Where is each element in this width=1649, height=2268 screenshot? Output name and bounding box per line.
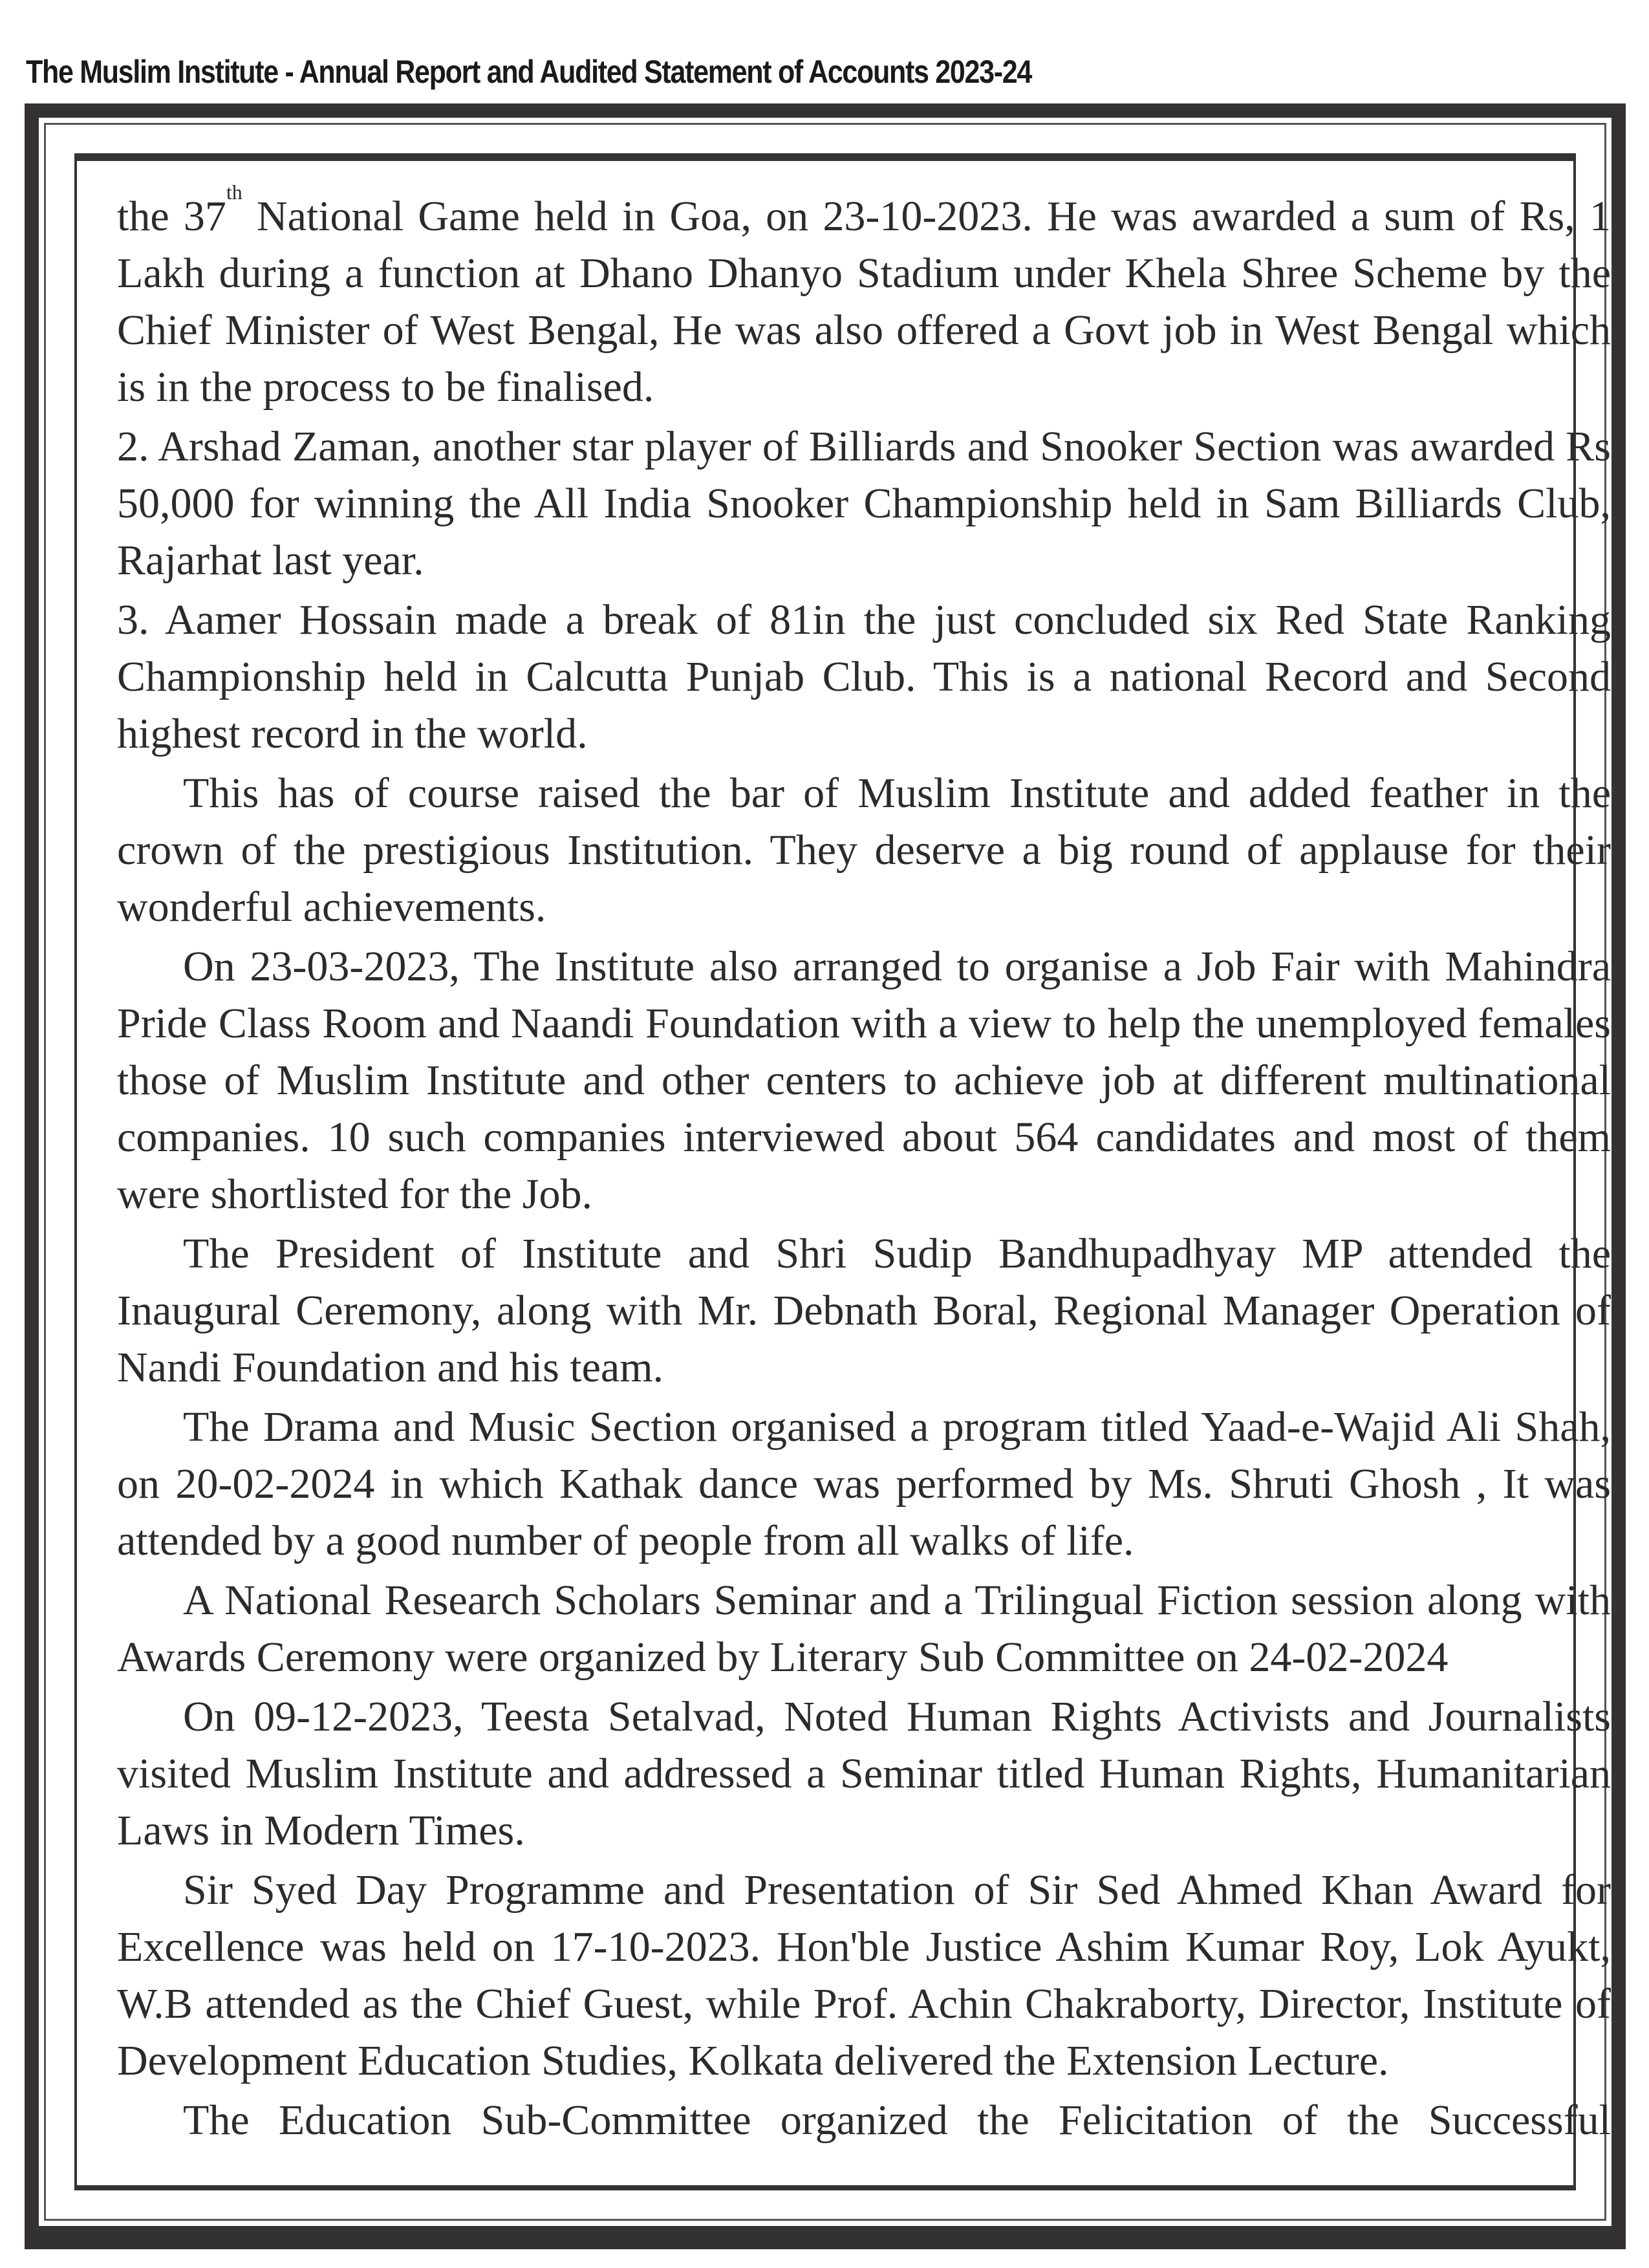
paragraph-achievements: This has of course raised the bar of Muslim Institute and added feather in the crown of the prestigious Institution. They deserve a big round of applause for their wonderful achievements. [117, 770, 1611, 931]
content-frame [74, 153, 1611, 2190]
ordinal-superscript: th [226, 180, 242, 204]
paragraph-text: National Game held in Goa, on 23-10-2023. He was awarded a sum of Rs, 1 Lakh during a function at Dhano Dhanyo Stadium under Khela Shree Scheme by the Chief Minister of West Bengal, He was also offered a Govt job in West Bengal which is in the process to be finalised. [117, 193, 1611, 411]
paragraph-drama-music: The Drama and Music Section organised a program titled Yaad-e-Wajid Ali Shah, on 20-02-2024 in which Kathak dance was performed by Ms. Shruti Ghosh , It was attended by a good number of people from all walks of life. [117, 1403, 1611, 1564]
body-text [117, 180, 1611, 2152]
paragraph-education-committee: The Education Sub-Committee organized the Felicitation of the Successful [183, 2097, 1611, 2144]
paragraph-aamer-hossain: 3. Aamer Hossain made a break of 81in the just concluded six Red State Ranking Championship held in Calcutta Punjab Club. This is a national Record and Second highest record in the world. [117, 596, 1611, 757]
paragraph-inaugural-ceremony: The President of Institute and Shri Sudip Bandhupadhyay MP attended the Inaugural Ceremony, along with Mr. Debnath Boral, Regional Manager Operation of Nandi Foundation and his team. [117, 1230, 1611, 1391]
paragraph-arshad-zaman: 2. Arshad Zaman, another star player of Billiards and Snooker Section was awarded Rs 50,000 for winning the All India Snooker Championship held in Sam Billiards Club, Rajarhat last year. [117, 423, 1611, 584]
paragraph-prefix: the 37 [117, 193, 226, 240]
outer-border-frame [25, 103, 1626, 2249]
paragraph-sir-syed-day: Sir Syed Day Programme and Presentation of Sir Sed Ahmed Khan Award for Excellence was held on 17-10-2023. Hon'ble Justice Ashim Kumar Roy, Lok Ayukt, W.B attended as the Chief Guest, while Prof. Achin Chakraborty, Director, Institute of Development Education Studies, Kolkata delivered the Extension Lecture. [117, 1866, 1611, 2084]
page-header: The Muslim Institute - Annual Report and Audited Statement of Accounts 2023-24 [26, 54, 1032, 90]
paragraph-human-rights: On 09-12-2023, Teesta Setalvad, Noted Human Rights Activists and Journalists visited Muslim Institute and addressed a Seminar titled Human Rights, Humanitarian Laws in Modern Times. [117, 1693, 1611, 1854]
paragraph-job-fair: On 23-03-2023, The Institute also arranged to organise a Job Fair with Mahindra Pride Class Room and Naandi Foundation with a view to help the unemployed females those of Muslim Institute and other centers to achieve job at different multinational companies. 10 such companies interviewed about 564 candidates and most of them were shortlisted for the Job. [117, 943, 1611, 1218]
paragraph-national-games [117, 180, 1611, 416]
paragraph-research-seminar: A National Research Scholars Seminar and a Trilingual Fiction session along with Awards Ceremony were organized by Literary Sub Committee on 24-02-2024 [117, 1577, 1611, 1681]
